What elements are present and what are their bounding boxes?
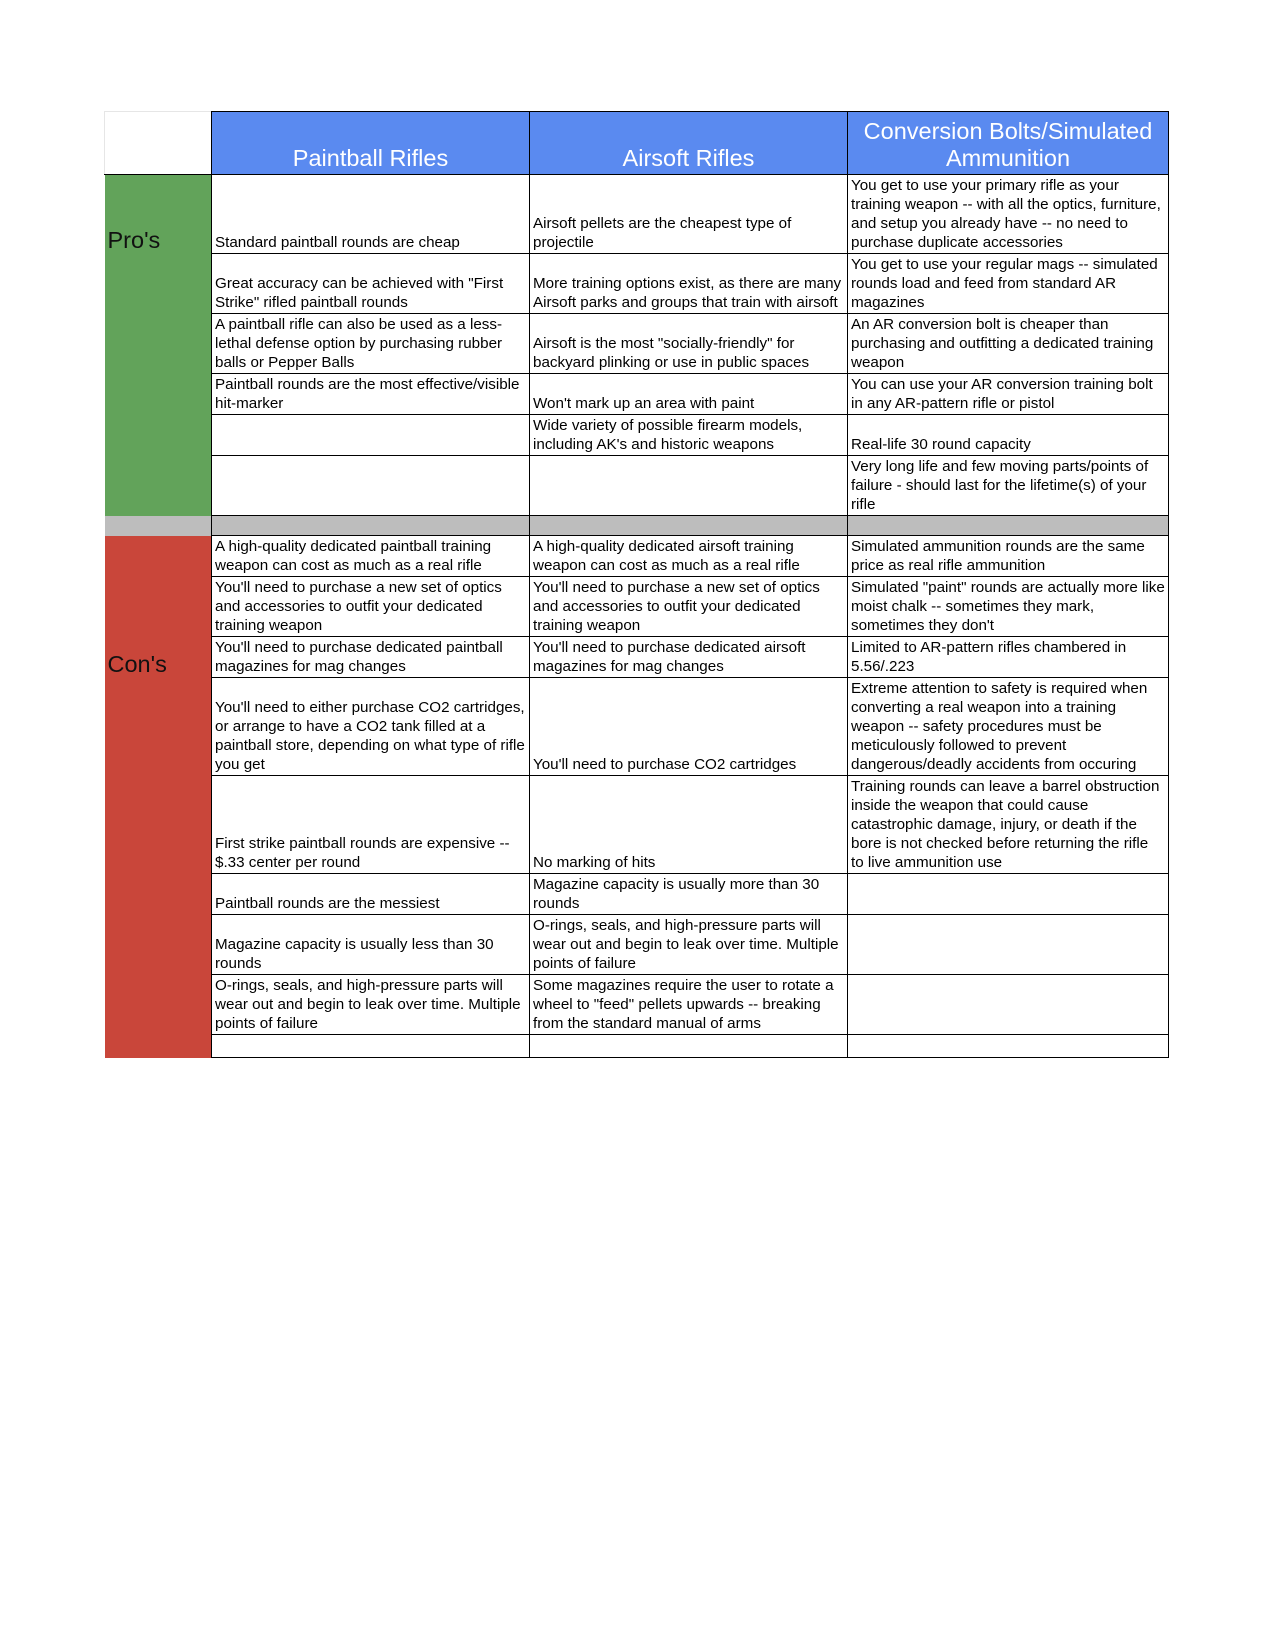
cons-cell: A high-quality dedicated airsoft training weapon can cost as much as a real rifle bbox=[530, 536, 848, 577]
pros-cell: Great accuracy can be achieved with "First Strike" rifled paintball rounds bbox=[212, 254, 530, 314]
cons-cell: Simulated ammunition rounds are the same price as real rifle ammunition bbox=[848, 536, 1169, 577]
cons-cell bbox=[530, 1035, 848, 1058]
cons-cell: Paintball rounds are the messiest bbox=[212, 874, 530, 915]
cons-cell: Some magazines require the user to rotate a wheel to "feed" pellets upwards -- breaking from the standard manual of arms bbox=[530, 975, 848, 1035]
pros-cell: An AR conversion bolt is cheaper than purchasing and outfitting a dedicated training weapon bbox=[848, 314, 1169, 374]
cons-cell: Magazine capacity is usually less than 30 rounds bbox=[212, 915, 530, 975]
pros-side-cell bbox=[105, 415, 212, 456]
pros-cell bbox=[212, 415, 530, 456]
cons-cell bbox=[212, 1035, 530, 1058]
cons-cell: Training rounds can leave a barrel obstruction inside the weapon that could cause catastrophic damage, injury, or death if the bore is not checked before returning the rifle to live ammunition use bbox=[848, 776, 1169, 874]
cons-cell: You'll need to purchase dedicated airsoft magazines for mag changes bbox=[530, 637, 848, 678]
pros-side-cell bbox=[105, 374, 212, 415]
cons-row bbox=[105, 678, 1169, 776]
pros-cell: Airsoft pellets are the cheapest type of projectile bbox=[530, 175, 848, 254]
cons-row bbox=[105, 975, 1169, 1035]
cons-side-cell bbox=[105, 874, 212, 915]
cons-side-cell bbox=[105, 678, 212, 776]
pros-cell: Won't mark up an area with paint bbox=[530, 374, 848, 415]
cons-row bbox=[105, 637, 1169, 678]
cons-side-cell bbox=[105, 1035, 212, 1058]
separator-side-cell bbox=[105, 516, 212, 536]
cons-cell bbox=[848, 1035, 1169, 1058]
header-row bbox=[105, 112, 1169, 175]
cons-cell: You'll need to purchase a new set of optics and accessories to outfit your dedicated training weapon bbox=[530, 577, 848, 637]
cons-side-cell bbox=[105, 915, 212, 975]
separator-cell bbox=[212, 516, 530, 536]
pros-side-cell bbox=[105, 456, 212, 516]
cons-cell: No marking of hits bbox=[530, 776, 848, 874]
pros-cell: You can use your AR conversion training bolt in any AR-pattern rifle or pistol bbox=[848, 374, 1169, 415]
pros-cell: Wide variety of possible firearm models, including AK's and historic weapons bbox=[530, 415, 848, 456]
cons-cell: Limited to AR-pattern rifles chambered in 5.56/.223 bbox=[848, 637, 1169, 678]
cons-cell: You'll need to purchase a new set of optics and accessories to outfit your dedicated training weapon bbox=[212, 577, 530, 637]
cons-row bbox=[105, 776, 1169, 874]
pros-cell bbox=[212, 456, 530, 516]
pros-cell: Standard paintball rounds are cheap bbox=[212, 175, 530, 254]
pros-row bbox=[105, 415, 1169, 456]
cons-cell: You'll need to purchase CO2 cartridges bbox=[530, 678, 848, 776]
cons-side-cell bbox=[105, 637, 212, 678]
cons-cell: Extreme attention to safety is required when converting a real weapon into a training weapon -- safety procedures must be meticulously followed to prevent dangerous/deadly accidents from occuring bbox=[848, 678, 1169, 776]
separator-row bbox=[105, 516, 1169, 536]
pros-cell: You get to use your primary rifle as your training weapon -- with all the optics, furniture, and setup you already have -- no need to purchase duplicate accessories bbox=[848, 175, 1169, 254]
cons-cell: First strike paintball rounds are expensive -- $.33 center per round bbox=[212, 776, 530, 874]
cons-side-cell bbox=[105, 776, 212, 874]
pros-side-cell bbox=[105, 314, 212, 374]
cons-cell bbox=[848, 915, 1169, 975]
pros-row bbox=[105, 175, 1169, 254]
comparison-table bbox=[104, 111, 1169, 1058]
cons-row bbox=[105, 874, 1169, 915]
header-corner-cell bbox=[105, 112, 212, 175]
pros-cell: Very long life and few moving parts/points of failure - should last for the lifetime(s) of your rifle bbox=[848, 456, 1169, 516]
pros-cell: Real-life 30 round capacity bbox=[848, 415, 1169, 456]
pros-row bbox=[105, 456, 1169, 516]
cons-cell bbox=[848, 874, 1169, 915]
cons-row bbox=[105, 536, 1169, 577]
pros-cell: Airsoft is the most "socially-friendly" for backyard plinking or use in public spaces bbox=[530, 314, 848, 374]
pros-row bbox=[105, 314, 1169, 374]
pros-side-cell bbox=[105, 175, 212, 254]
cons-side-cell bbox=[105, 536, 212, 577]
comparison-sheet bbox=[104, 111, 1168, 1058]
cons-cell: Magazine capacity is usually more than 30 rounds bbox=[530, 874, 848, 915]
separator-cell bbox=[848, 516, 1169, 536]
pros-cell bbox=[530, 456, 848, 516]
cons-row bbox=[105, 915, 1169, 975]
header-conversion-bolts: Conversion Bolts/Simulated Ammunition bbox=[848, 112, 1169, 175]
cons-side-cell bbox=[105, 975, 212, 1035]
pros-cell: You get to use your regular mags -- simulated rounds load and feed from standard AR magazines bbox=[848, 254, 1169, 314]
cons-label: Con's bbox=[107, 650, 167, 677]
cons-side-cell bbox=[105, 577, 212, 637]
pros-row bbox=[105, 374, 1169, 415]
cons-cell: O-rings, seals, and high-pressure parts will wear out and begin to leak over time. Multiple points of failure bbox=[212, 975, 530, 1035]
pros-cell: More training options exist, as there are many Airsoft parks and groups that train with airsoft bbox=[530, 254, 848, 314]
cons-row bbox=[105, 1035, 1169, 1058]
separator-cell bbox=[530, 516, 848, 536]
pros-side-cell bbox=[105, 254, 212, 314]
header-airsoft-rifles: Airsoft Rifles bbox=[530, 112, 848, 175]
cons-row bbox=[105, 577, 1169, 637]
header-paintball-rifles: Paintball Rifles bbox=[212, 112, 530, 175]
cons-cell: O-rings, seals, and high-pressure parts will wear out and begin to leak over time. Multiple points of failure bbox=[530, 915, 848, 975]
cons-cell: A high-quality dedicated paintball training weapon can cost as much as a real rifle bbox=[212, 536, 530, 577]
cons-cell bbox=[848, 975, 1169, 1035]
cons-cell: You'll need to either purchase CO2 cartridges, or arrange to have a CO2 tank filled at a paintball store, depending on what type of rifle you get bbox=[212, 678, 530, 776]
pros-cell: A paintball rifle can also be used as a less-lethal defense option by purchasing rubber balls or Pepper Balls bbox=[212, 314, 530, 374]
pros-row bbox=[105, 254, 1169, 314]
cons-cell: You'll need to purchase dedicated paintball magazines for mag changes bbox=[212, 637, 530, 678]
cons-cell: Simulated "paint" rounds are actually more like moist chalk -- sometimes they mark, sometimes they don't bbox=[848, 577, 1169, 637]
pros-label: Pro's bbox=[107, 226, 161, 253]
pros-cell: Paintball rounds are the most effective/visible hit-marker bbox=[212, 374, 530, 415]
